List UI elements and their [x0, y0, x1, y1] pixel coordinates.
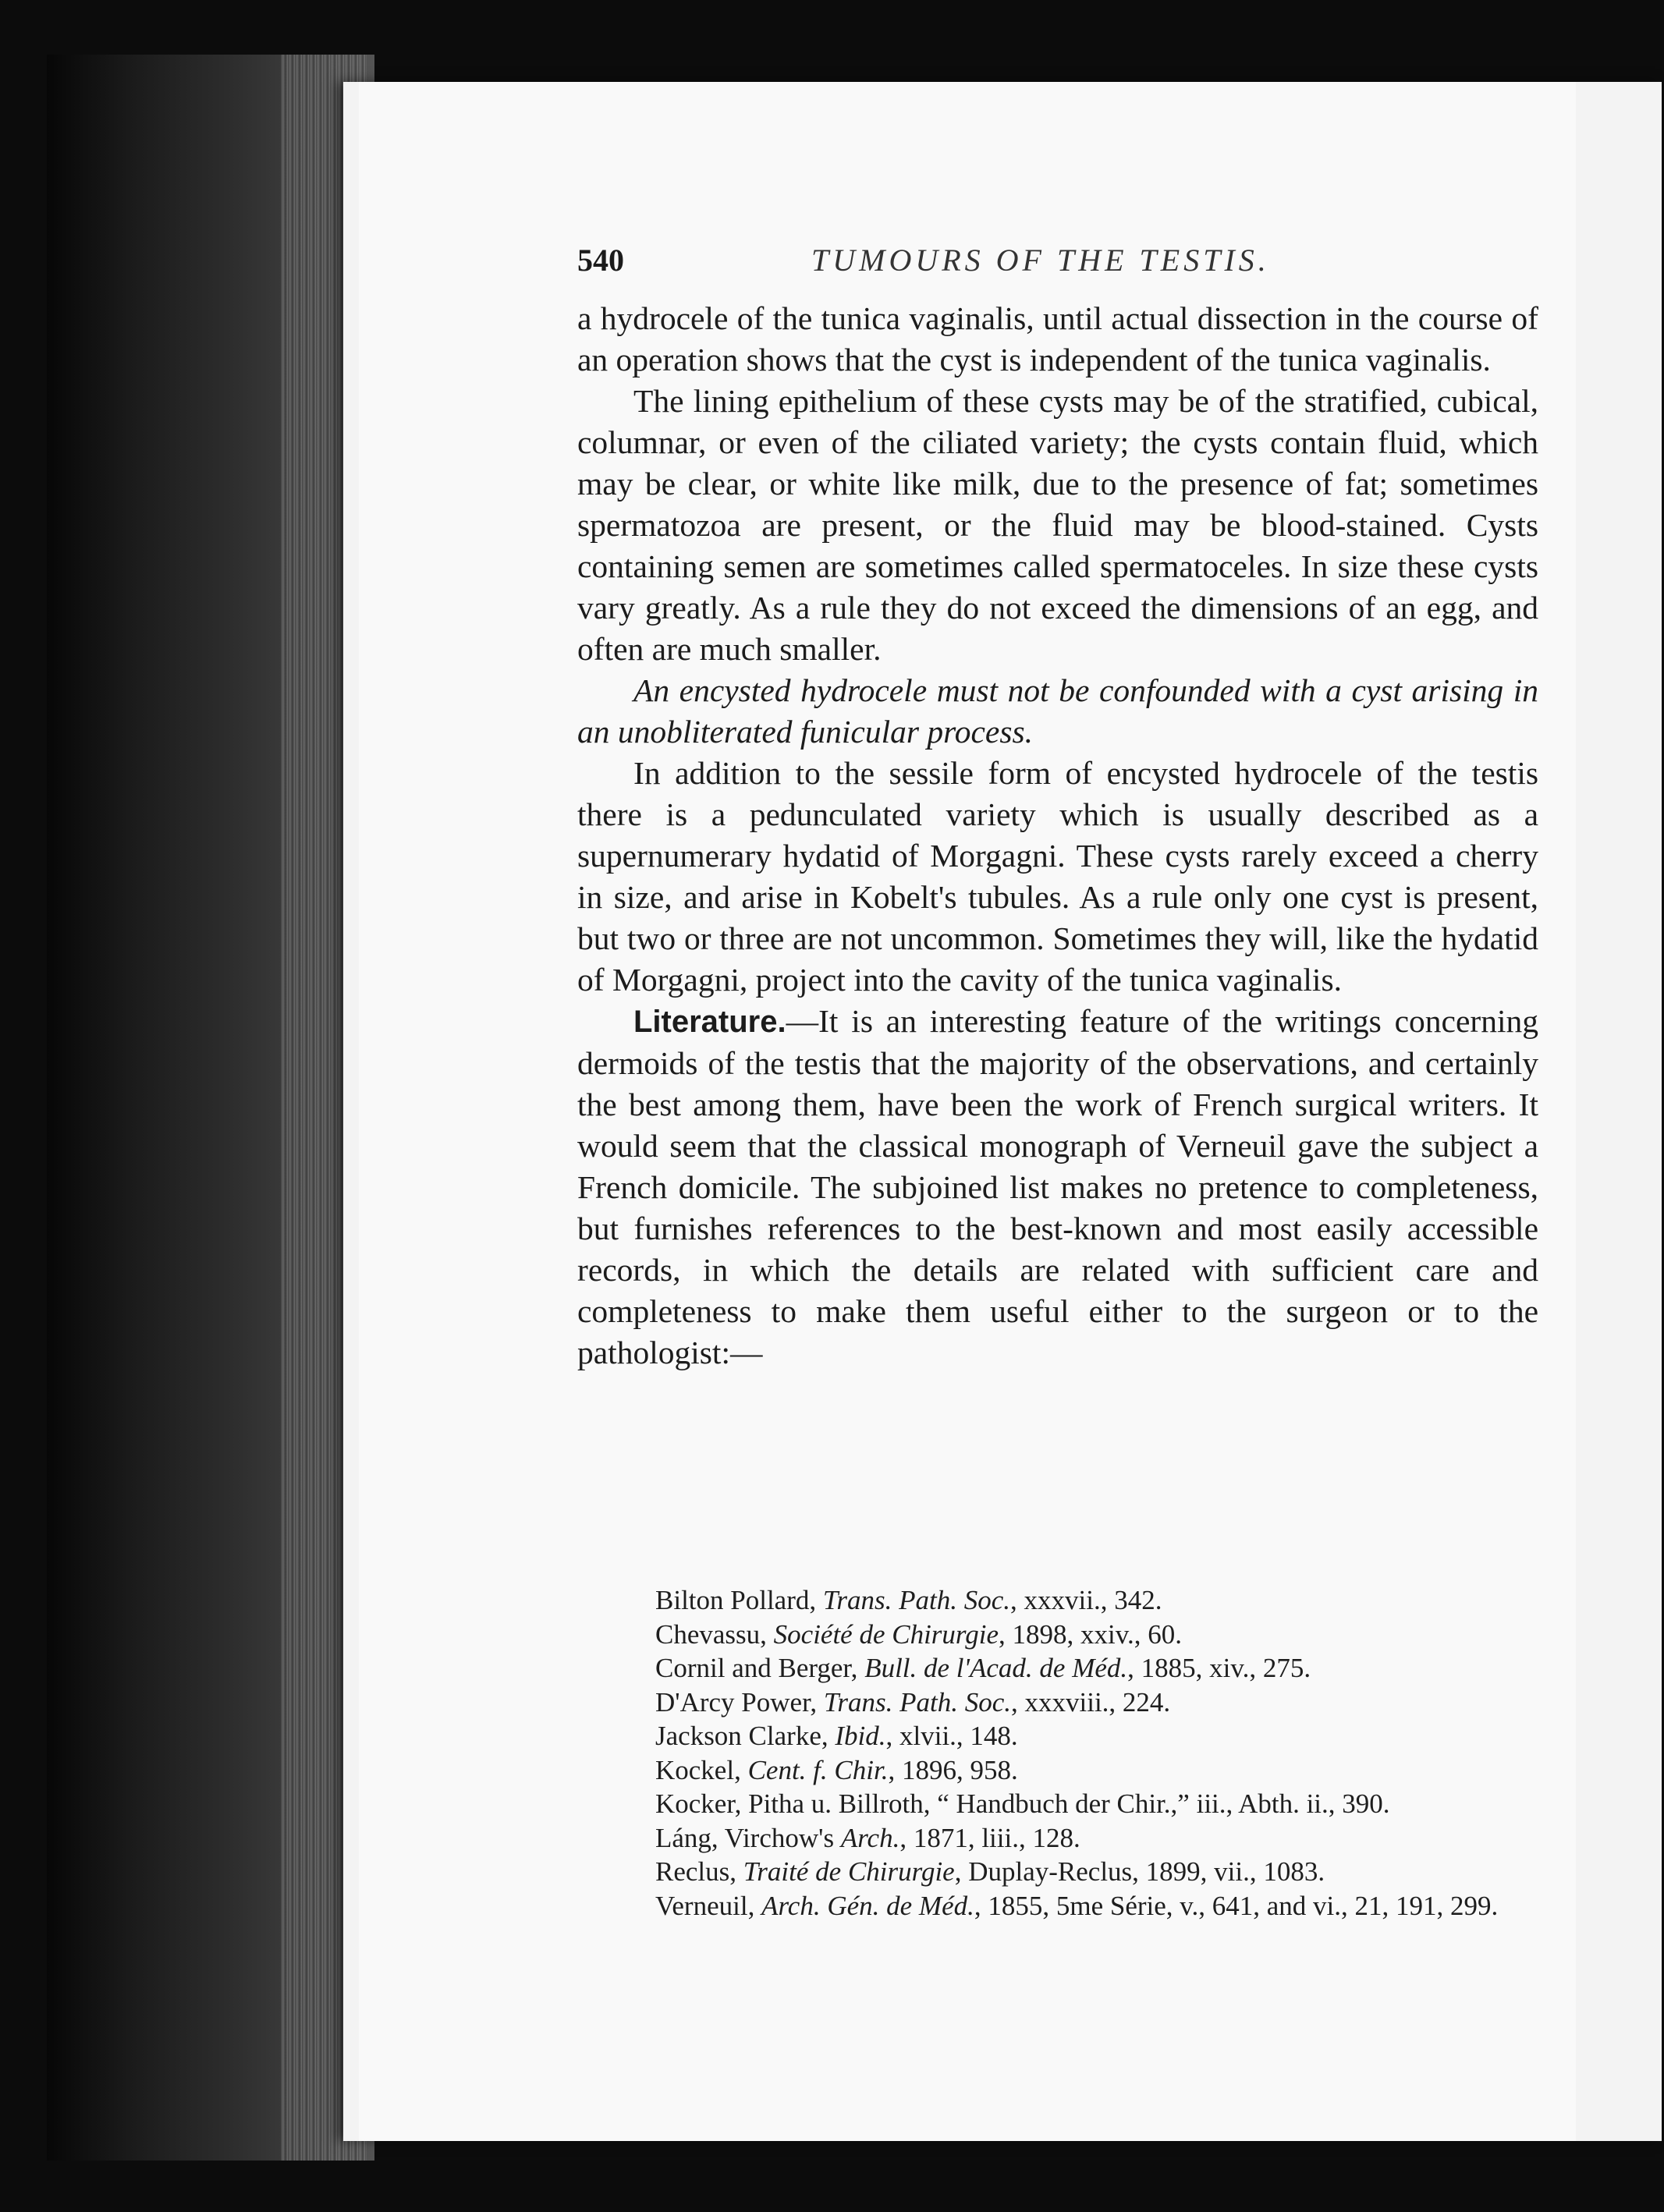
reference-item: Láng, Virchow's Arch., 1871, liii., 128.	[655, 1822, 1080, 1853]
paragraph-epithelium: The lining epithelium of these cysts may be of the stratified, cubical, columnar, or even of the ciliated variety; the cysts contain fluid, which may be clear, or white like milk, due to the presence of fat; sometimes spermatozoa are present, or the fluid may be blood-stained. Cysts containing semen are sometimes called spermatoceles. In size these cysts vary greatly. As a rule they do not exceed the dimensions of an egg, and often are much smaller.	[577, 383, 1538, 667]
reference-item: D'Arcy Power, Trans. Path. Soc., xxxviii., 224.	[655, 1686, 1171, 1717]
reference-item: Reclus, Traité de Chirurgie, Duplay-Reclus, 1899, vii., 1083.	[655, 1856, 1325, 1887]
caution-note: An encysted hydrocele must not be confounded with a cyst arising in an unobliterated funicular process.	[577, 672, 1538, 750]
body-text	[577, 298, 1538, 1374]
reference-item: Bilton Pollard, Trans. Path. Soc., xxxvii., 342.	[655, 1585, 1162, 1615]
literature-heading: Literature.	[633, 1005, 786, 1039]
paragraph-continued: a hydrocele of the tunica vaginalis, until actual dissection in the course of an operation shows that the cyst is independent of the tunica vaginalis.	[577, 300, 1538, 378]
running-title: TUMOURS OF THE TESTIS.	[811, 243, 1270, 278]
page-number: 540	[577, 243, 624, 278]
reference-item: Jackson Clarke, Ibid., xlvii., 148.	[655, 1721, 1018, 1751]
paragraph-literature	[577, 1001, 1538, 1374]
literature-text: —It is an interesting feature of the writings concerning dermoids of the testis that the majority of the observations, and certainly the best among them, have been the work of French surgical writers. It would seem that the classical monograph of Verneuil gave the subject a French domicile. The subjoined list makes no pretence to completeness, but furnishes references to the best-known and most easily accessible records, in which the details are related with sufficient care and completeness to make them useful either to the surgeon or to the pathologist:—	[577, 1003, 1538, 1370]
reference-item: Cornil and Berger, Bull. de l'Acad. de Méd., 1885, xiv., 275.	[655, 1653, 1311, 1683]
reference-item: Chevassu, Société de Chirurgie, 1898, xxiv., 60.	[655, 1618, 1182, 1650]
reference-item: Verneuil, Arch. Gén. de Méd., 1855, 5me Série, v., 641, and vi., 21, 191, 299.	[655, 1890, 1499, 1921]
paragraph-caution	[577, 670, 1538, 753]
reference-item: Kocker, Pitha u. Billroth, “ Handbuch der Chir.,” iii., Abth. ii., 390.	[655, 1788, 1390, 1819]
reference-item: Kockel, Cent. f. Chir., 1896, 958.	[655, 1754, 1018, 1785]
paragraph-pedunculated: In addition to the sessile form of encysted hydrocele of the testis there is a pedunculated variety which is usually described as a supernumerary hydatid of Morgagni. These cysts rarely exceed a cherry in size, and arise in Kobelt's tubules. As a rule only one cyst is present, but two or three are not uncommon. Sometimes they will, like the hydatid of Morgagni, project into the cavity of the tunica vaginalis.	[577, 755, 1538, 998]
running-header	[577, 242, 1664, 289]
reference-list	[655, 1583, 1560, 1923]
